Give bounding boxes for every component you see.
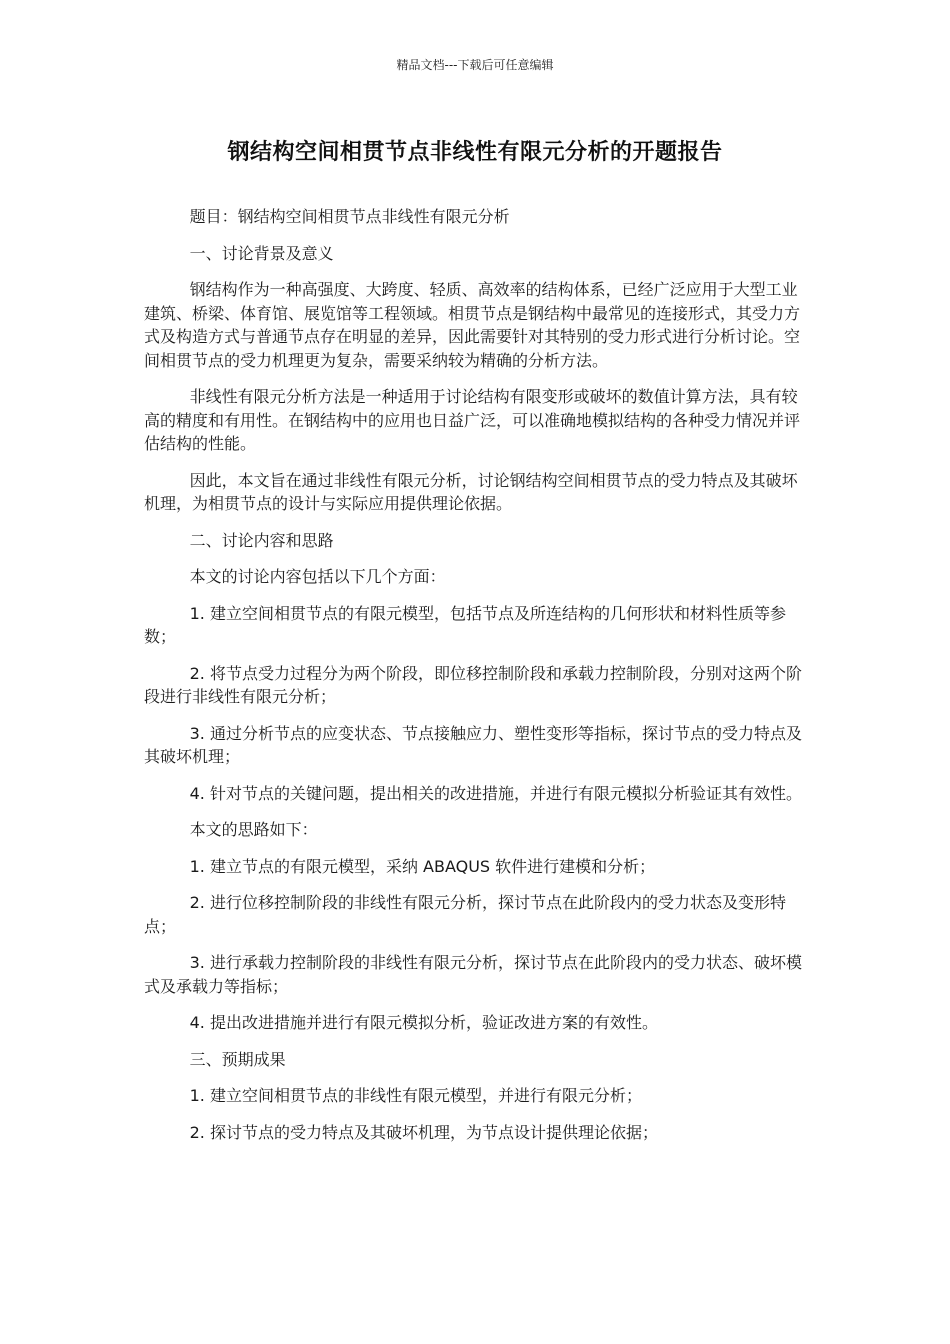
paragraph: 本文的思路如下： (189, 820, 318, 839)
header-note: 精品文档---下载后可任意编辑 (396, 58, 554, 72)
paragraph-topic: 题目：钢结构空间相贯节点非线性有限元分析 (189, 207, 510, 226)
section-heading-content: 二、讨论内容和思路 (189, 530, 334, 550)
document-title: 钢结构空间相贯节点非线性有限元分析的开题报告 (227, 140, 723, 165)
list-item: 1. 建立空间相贯节点的有限元模型，包括节点及所连结构的几何形状和材料性质等参数； (144, 603, 786, 646)
document-body (144, 205, 806, 1157)
paragraph: 钢结构作为一种高强度、大跨度、轻质、高效率的结构体系，已经广泛应用于大型工业建筑、桥梁、体育馆、展览馆等工程领域。相贯节点是钢结构中最常见的连接形式，其受力方式及构造方式与普通节点存在明显的差异，因此需要针对其特别的受力形式进行分析讨论。空间相贯节点的受力机理更为复杂，需要采纳较为精确的分析方法。 (144, 280, 801, 370)
list-item: 4. 针对节点的关键问题，提出相关的改进措施，并进行有限元模拟分析验证其有效性。 (189, 783, 802, 803)
list-item: 2. 将节点受力过程分为两个阶段，即位移控制阶段和承载力控制阶段，分别对这两个阶段进行非线性有限元分析； (144, 663, 802, 706)
paragraph: 因此，本文旨在通过非线性有限元分析，讨论钢结构空间相贯节点的受力特点及其破坏机理，为相贯节点的设计与实际应用提供理论依据。 (144, 470, 798, 513)
paragraph: 本文的讨论内容包括以下几个方面： (189, 567, 446, 586)
section-heading-results: 三、预期成果 (189, 1049, 286, 1069)
list-item: 3. 进行承载力控制阶段的非线性有限元分析，探讨节点在此阶段内的受力状态、破坏模式及承载力等指标； (144, 953, 802, 996)
list-item: 1. 建立空间相贯节点的非线性有限元模型，并进行有限元分析； (189, 1086, 642, 1105)
list-item: 4. 提出改进措施并进行有限元模拟分析，验证改进方案的有效性。 (189, 1013, 658, 1032)
list-item: 2. 进行位移控制阶段的非线性有限元分析，探讨节点在此阶段内的受力状态及变形特点； (144, 893, 786, 936)
paragraph: 非线性有限元分析方法是一种适用于讨论结构有限变形或破坏的数值计算方法，具有较高的精度和有用性。在钢结构中的应用也日益广泛，可以准确地模拟结构的各种受力情况并评估结构的性能。 (144, 387, 801, 453)
list-item: 3. 通过分析节点的应变状态、节点接触应力、塑性变形等指标，探讨节点的受力特点及其破坏机理； (144, 723, 802, 766)
list-item: 2. 探讨节点的受力特点及其破坏机理，为节点设计提供理论依据； (189, 1122, 658, 1142)
section-heading-background: 一、讨论背景及意义 (189, 243, 334, 263)
list-item: 1. 建立节点的有限元模型，采纳 ABAQUS 软件进行建模和分析； (189, 856, 656, 876)
